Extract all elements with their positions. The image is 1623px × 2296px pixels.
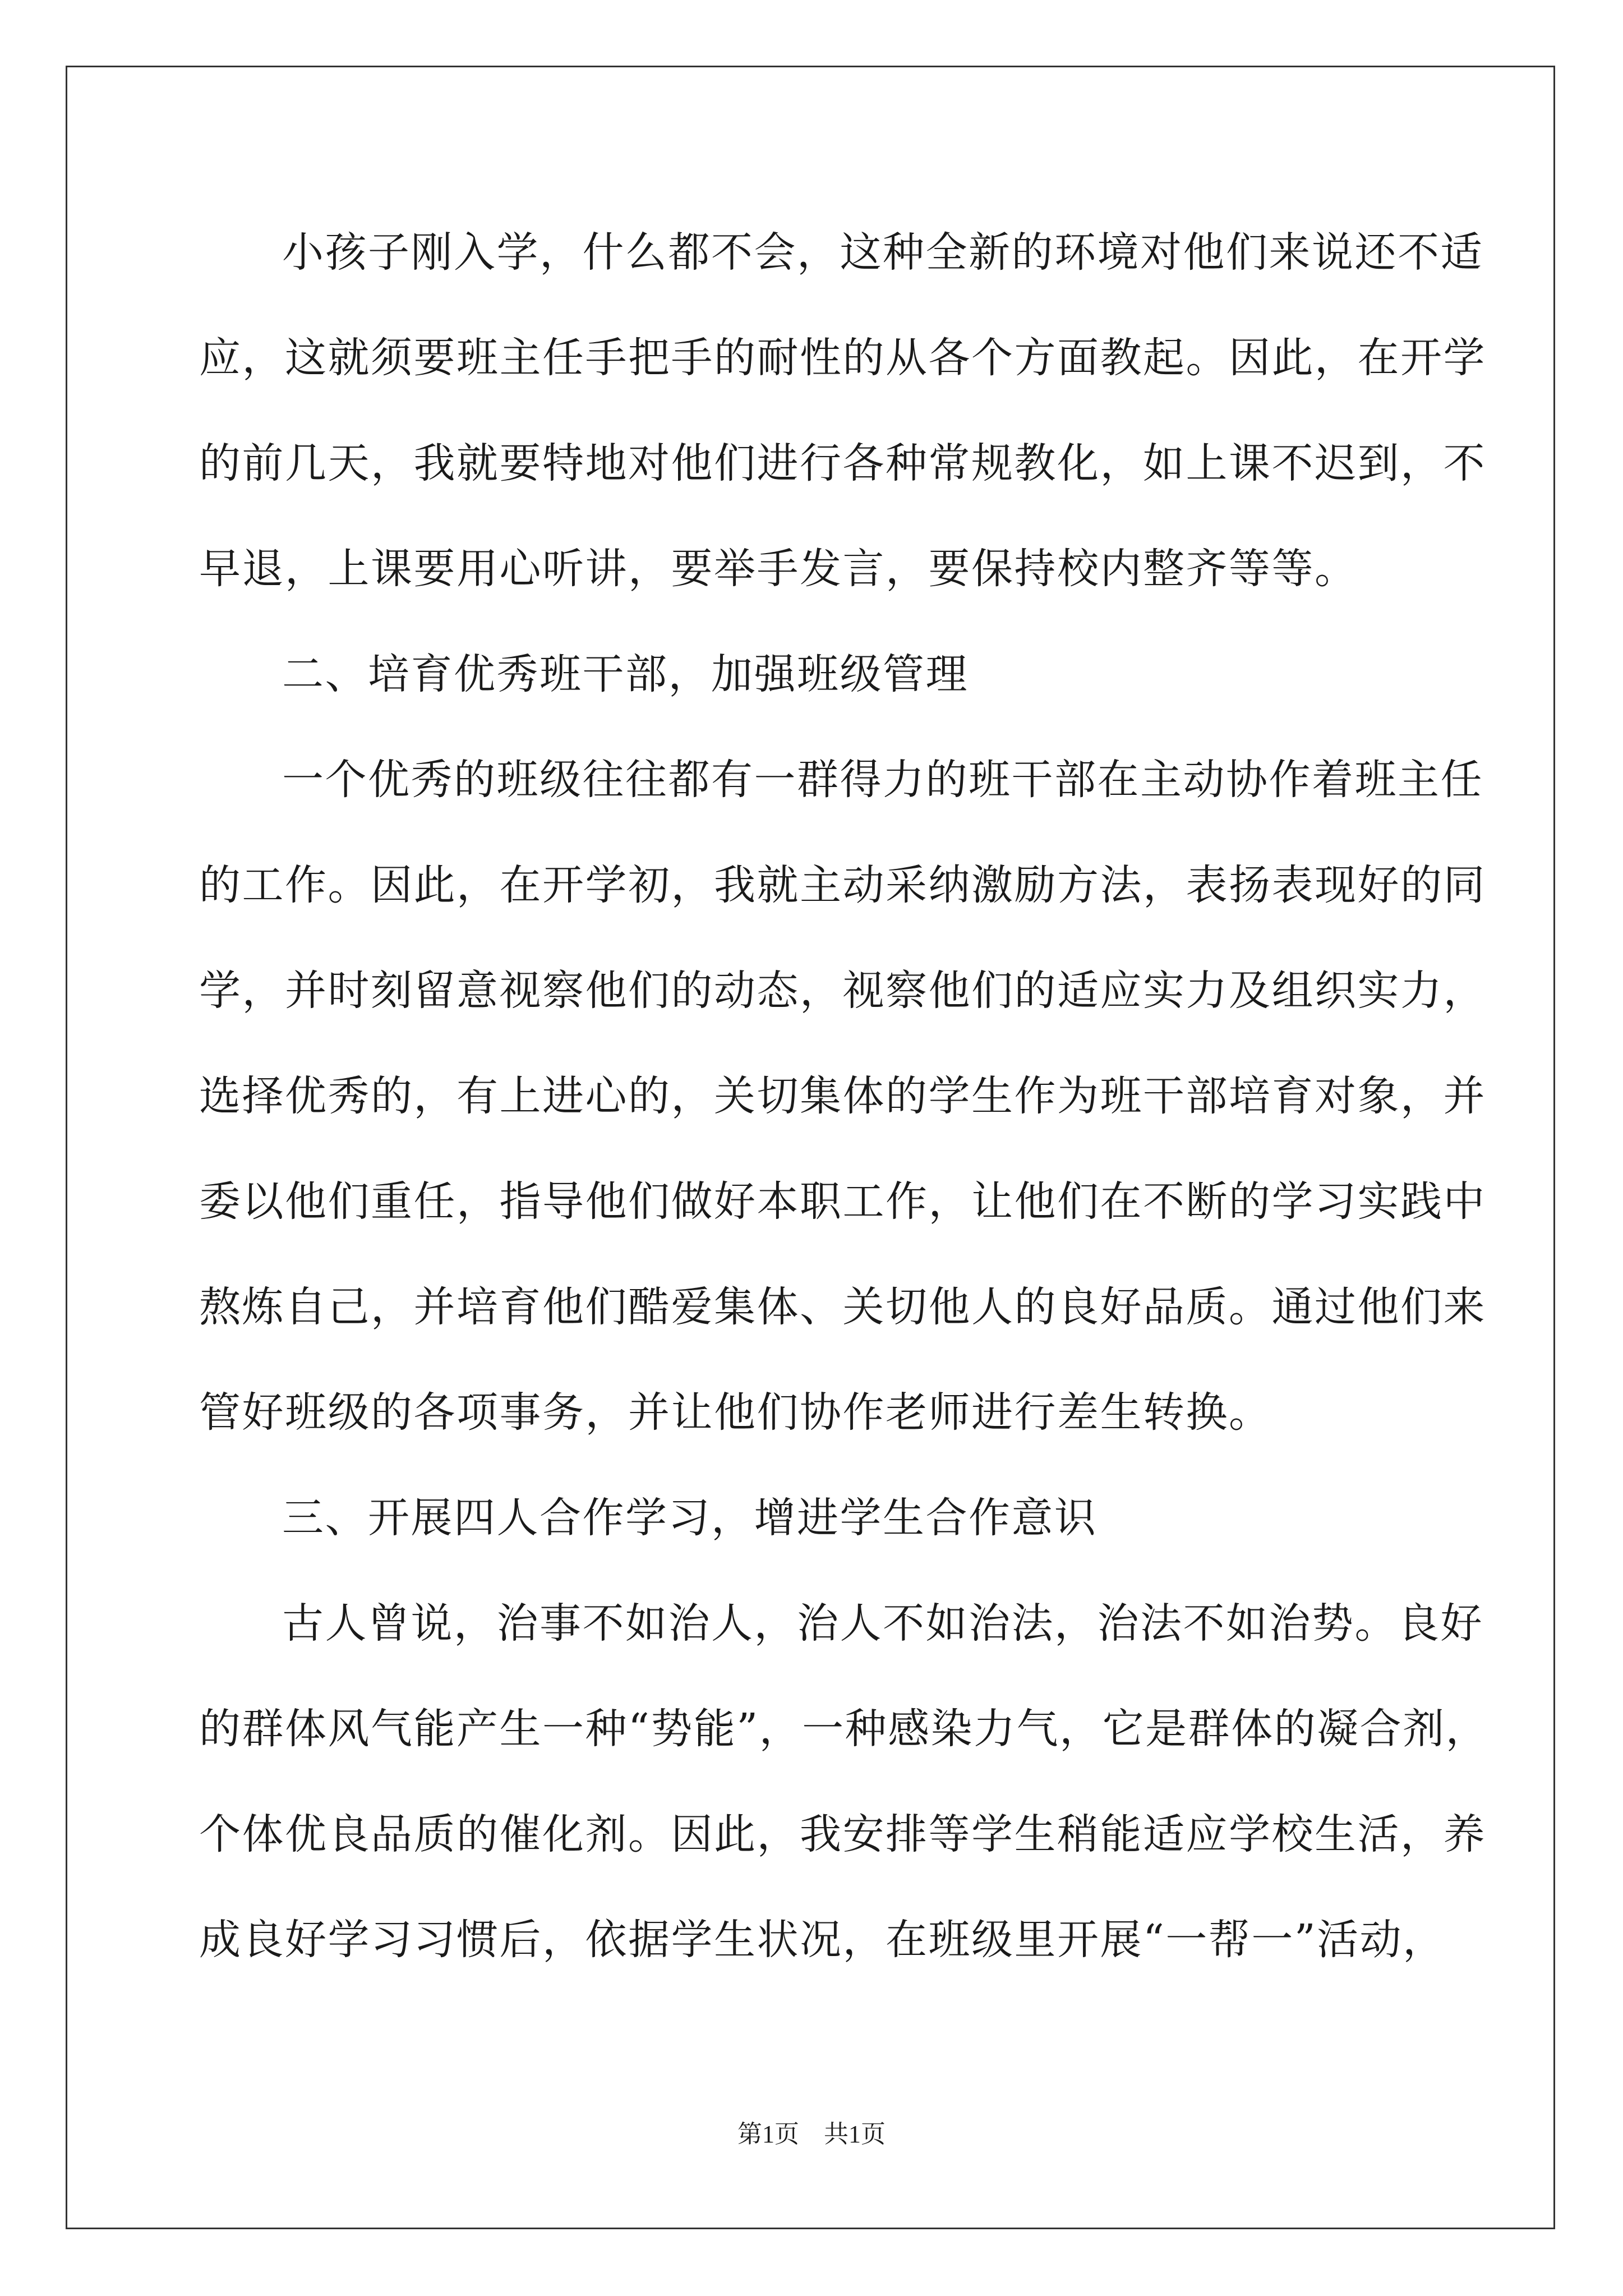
section-heading-2: 二、培育优秀班干部，加强班级管理 (282, 650, 969, 698)
section-heading-3: 三、开展四人合作学习，增进学生合作意识 (282, 1494, 1098, 1542)
paragraph-3-line-3: 个体优良品质的催化剂。因此，我安排等学生稍能适应学校生活，养 (199, 1810, 1486, 1858)
document-body (199, 224, 1489, 2017)
paragraph-2-line-5: 委以他们重任，指导他们做好本职工作，让他们在不断的学习实践中 (199, 1177, 1486, 1226)
paragraph-2-line-3: 学，并时刻留意视察他们的动态，视察他们的适应实力及组织实力， (199, 967, 1486, 1015)
paragraph-3-line-2: 的群体风气能产生一种“势能”，一种感染力气，它是群体的凝合剂， (199, 1705, 1489, 1753)
paragraph-2-line-7: 管好班级的各项事务，并让他们协作老师进行差生转换。 (199, 1388, 1272, 1437)
paragraph-3-line-1: 古人曾说，治事不如治人，治人不如治法，治法不如治势。良好 (282, 1599, 1483, 1648)
paragraph-1-line-2: 应，这就须要班主任手把手的耐性的从各个方面教起。因此，在开学 (199, 334, 1486, 382)
paragraph-2-line-6: 熬炼自己，并培育他们酷爱集体、关切他人的良好品质。通过他们来 (199, 1283, 1486, 1331)
paragraph-2-line-4: 选择优秀的，有上进心的，关切集体的学生作为班干部培育对象，并 (199, 1072, 1486, 1120)
paragraph-1-line-1: 小孩子刚入学，什么都不会，这种全新的环境对他们来说还不适 (282, 228, 1483, 277)
paragraph-1-line-4: 早退，上课要用心听讲，要举手发言，要保持校内整齐等等。 (199, 545, 1358, 593)
paragraph-2-line-1: 一个优秀的班级往往都有一群得力的班干部在主动协作着班主任 (282, 756, 1483, 804)
page-number-total: 共1页 (824, 2120, 886, 2148)
page-number-current: 第1页 (737, 2120, 799, 2148)
page-footer (0, 2118, 1623, 2151)
paragraph-2-line-2: 的工作。因此，在开学初，我就主动采纳激励方法，表扬表现好的同 (199, 861, 1486, 909)
paragraph-1-line-3: 的前几天，我就要特地对他们进行各种常规教化，如上课不迟到，不 (199, 439, 1486, 487)
paragraph-3-line-4: 成良好学习习惯后，依据学生状况，在班级里开展“一帮一”活动， (199, 1916, 1446, 1964)
